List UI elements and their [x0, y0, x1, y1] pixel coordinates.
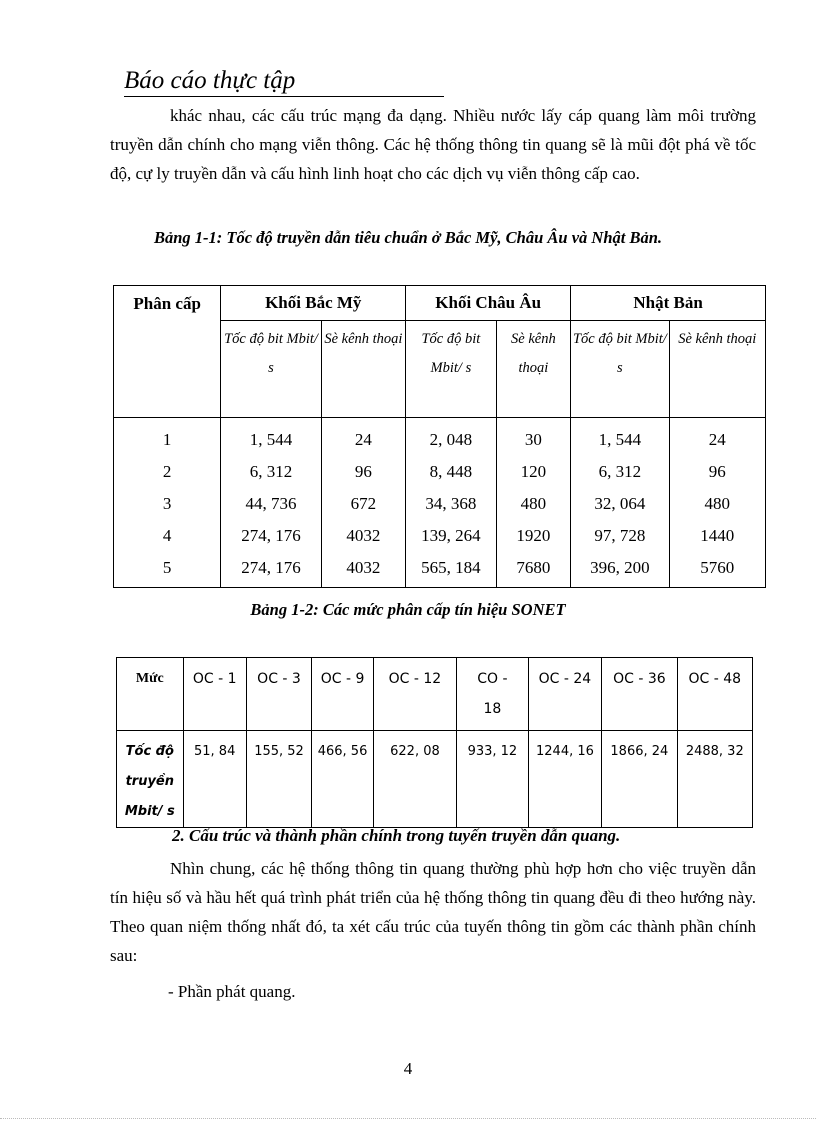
rate-cell: 155, 52 — [246, 731, 311, 828]
cell: 1920 — [516, 526, 551, 545]
rate-cell: 933, 12 — [457, 731, 529, 828]
cell: 44, 736 — [245, 494, 297, 513]
table1-caption: Bảng 1-1: Tốc độ truyền dẫn tiêu chuẩn ở Bắc Mỹ, Châu Âu và Nhật Bản. — [153, 228, 663, 247]
level-cell: OC - 3 — [246, 658, 311, 731]
cell: 120 — [520, 462, 547, 481]
cell: 30 — [524, 430, 542, 449]
sub-header-rate: Tốc độ bit Mbit/ s — [406, 321, 496, 418]
cell: 1, 544 — [598, 430, 642, 449]
cell: 2 — [162, 462, 172, 481]
level-cell: CO - 18 — [457, 658, 529, 731]
cell: 8, 448 — [429, 462, 473, 481]
cell: 396, 200 — [590, 558, 650, 577]
cell: 1440 — [700, 526, 735, 545]
cell: 565, 184 — [421, 558, 481, 577]
eu-channels-column — [496, 418, 571, 588]
section-paragraph: Nhìn chung, các hệ thống thông tin quang thường phù hợp hơn cho việc truyền dẫn tín hiệu số và hầu hết quá trình phát triển của hệ thống thông tin quang đều đi theo hướng này. Theo quan niệm thống nhất đó, ta xét cấu trúc của tuyến thông tin gồm các thành phần chính sau: — [110, 859, 756, 965]
cell: 1 — [162, 430, 172, 449]
cell: 24 — [708, 430, 726, 449]
level-cell: OC - 12 — [373, 658, 456, 731]
intro-paragraph: khác nhau, các cấu trúc mạng đa dạng. Nhiều nước lấy cáp quang làm môi trường truyền dẫn chính cho mạng viễn thông. Các hệ thống thông tin quang sẽ là mũi đột phá về tốc độ, cự ly truyền dẫn và cấu hình linh hoạt cho các dịch vụ viễn thông cấp cao. — [110, 106, 756, 183]
cell: 480 — [520, 494, 547, 513]
cell: 274, 176 — [241, 558, 301, 577]
row-label-level: Mức — [117, 658, 184, 731]
cell: 32, 064 — [594, 494, 646, 513]
level-column — [114, 418, 221, 588]
jp-rate-column — [571, 418, 669, 588]
sub-header-rate: Tốc độ bit Mbit/ s — [221, 321, 321, 418]
level-cell: OC - 1 — [183, 658, 246, 731]
cell: 274, 176 — [241, 526, 301, 545]
cell: 7680 — [516, 558, 551, 577]
group-header-europe: Khối Châu Âu — [406, 286, 571, 321]
col-level-header: Phân cấp — [114, 286, 221, 418]
cell: 4032 — [346, 558, 381, 577]
na-rate-column — [221, 418, 321, 588]
cell: 4 — [162, 526, 172, 545]
rate-cell: 1244, 16 — [528, 731, 601, 828]
rate-cell: 1866, 24 — [602, 731, 677, 828]
level-cell: OC - 9 — [312, 658, 374, 731]
level-cell: OC - 24 — [528, 658, 601, 731]
rate-cell: 51, 84 — [183, 731, 246, 828]
cell: 5760 — [700, 558, 735, 577]
sonet-levels-table — [116, 657, 753, 828]
na-channels-column — [321, 418, 406, 588]
cell: 2, 048 — [429, 430, 473, 449]
cell: 24 — [354, 430, 372, 449]
cell: 34, 368 — [425, 494, 477, 513]
sub-header-channels: Sè kênh thoại — [496, 321, 571, 418]
row-label-rate: Tốc độ truyền Mbit/ s — [117, 731, 184, 828]
cell: 97, 728 — [594, 526, 646, 545]
footer-divider — [0, 1118, 816, 1119]
cell: 96 — [354, 462, 372, 481]
rate-cell: 466, 56 — [312, 731, 374, 828]
cell: 1, 544 — [249, 430, 293, 449]
table2-caption: Bảng 1-2: Các mức phân cấp tín hiệu SONET — [250, 600, 566, 619]
section-heading: 2. Cấu trúc và thành phần chính trong tuyến truyền dẫn quang. — [172, 826, 621, 845]
cell: 4032 — [346, 526, 381, 545]
cell: 96 — [708, 462, 726, 481]
sub-header-channels: Sè kênh thoại — [669, 321, 765, 418]
bullet-item: - Phần phát quang. — [168, 982, 296, 1001]
eu-rate-column — [406, 418, 496, 588]
group-header-japan: Nhật Bản — [571, 286, 766, 321]
transmission-rate-table — [113, 285, 766, 588]
rate-cell: 2488, 32 — [677, 731, 752, 828]
group-header-north-america: Khối Bắc Mỹ — [221, 286, 406, 321]
level-cell: OC - 48 — [677, 658, 752, 731]
level-cell: OC - 36 — [602, 658, 677, 731]
page-number: 4 — [403, 1059, 413, 1078]
sub-header-channels: Sè kênh thoại — [321, 321, 406, 418]
page-header-title: Báo cáo thực tập — [124, 66, 444, 97]
cell: 3 — [162, 494, 172, 513]
jp-channels-column — [669, 418, 765, 588]
rate-cell: 622, 08 — [373, 731, 456, 828]
cell: 6, 312 — [249, 462, 293, 481]
cell: 480 — [704, 494, 731, 513]
cell: 5 — [162, 558, 172, 577]
cell: 672 — [350, 494, 377, 513]
cell: 6, 312 — [598, 462, 642, 481]
cell: 139, 264 — [421, 526, 481, 545]
sub-header-rate: Tốc độ bit Mbit/ s — [571, 321, 669, 418]
